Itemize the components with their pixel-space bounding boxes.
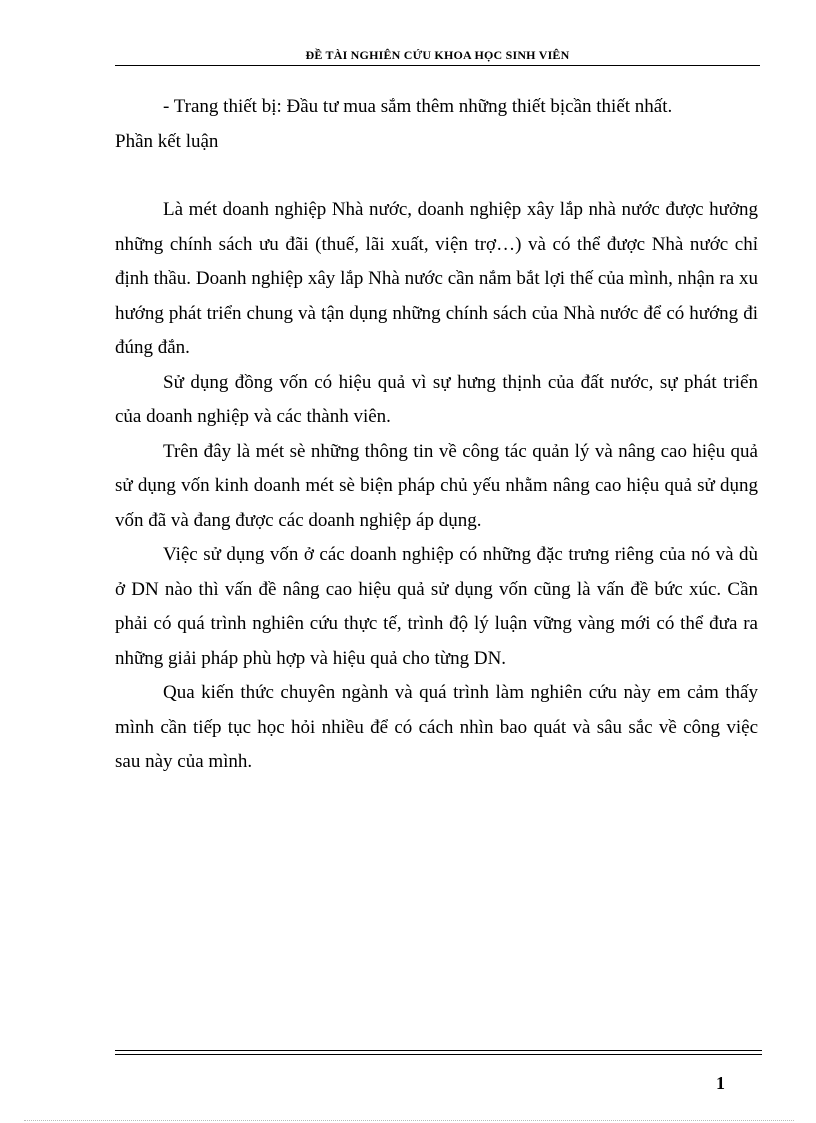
paragraph: Sử dụng đồng vốn có hiệu quả vì sự hưng thịnh của đất nước, sự phát triển của doanh nghiệp và các thành viên. [115,371,758,427]
section-title: Phần kết luận [115,130,219,152]
equipment-line: - Trang thiết bị: Đầu tư mua sắm thêm những thiết bịcần thiết nhất. [163,96,673,117]
footer-divider [115,1050,762,1055]
paragraph: Việc sử dụng vốn ở các doanh nghiệp có những đặc trưng riêng của nó và dù ở DN nào thì vấn đề nâng cao hiệu quả sử dụng vốn cũng là vấn đề bức xúc. Cần phải có quá trình nghiên cứu thực tế, trình độ lý luận vững vàng mới có thể đưa ra những giải pháp phù hợp và hiệu quả cho từng DN. [115,544,758,669]
document-body [115,90,758,780]
paragraph: Là mét doanh nghiệp Nhà nước, doanh nghiệp xây lắp nhà nước được hưởng những chính sách ưu đãi (thuế, lãi xuất, viện trợ…) và có thể được Nhà nước chỉ định thầu. Doanh nghiệp xây lắp Nhà nước cần nắm bắt lợi thế của mình, nhận ra xu hướng phát triển chung và tận dụng những chính sách của Nhà nước để có hướng đi đúng đắn. [115,199,758,358]
page-number: 1 [716,1073,725,1093]
page-header-title: ĐỀ TÀI NGHIÊN CỨU KHOA HỌC SINH VIÊN [305,48,570,62]
page-bottom-edge [24,1120,794,1121]
paragraph: Trên đây là mét sè những thông tin về công tác quản lý và nâng cao hiệu quả sử dụng vốn kinh doanh mét sè biện pháp chủ yếu nhằm nâng cao hiệu quả sử dụng vốn đã và đang được các doanh nghiệp áp dụng. [115,440,758,531]
header-divider [115,65,760,66]
paragraph: Qua kiến thức chuyên ngành và quá trình làm nghiên cứu này em cảm thấy mình cần tiếp tục học hỏi nhiều để có cách nhìn bao quát và sâu sắc về công việc sau này của mình. [115,682,758,772]
